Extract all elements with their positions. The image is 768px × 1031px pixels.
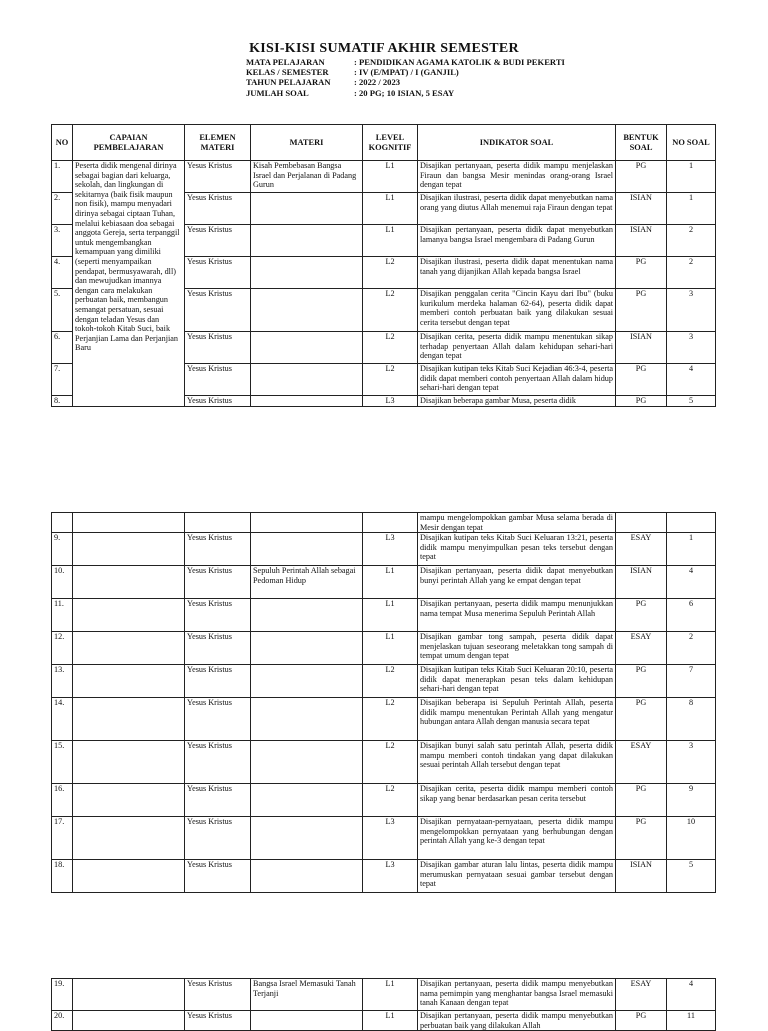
- indikator-soal: Disajikan cerita, peserta didik mampu memberi contoh sikap yang benar berdasarkan pesan cerita tersebut: [418, 784, 616, 817]
- level-kognitif: L1: [363, 599, 418, 632]
- materi: [251, 741, 363, 784]
- bentuk-soal: ISIAN: [616, 566, 667, 599]
- level-kognitif: L3: [363, 860, 418, 893]
- table-row: [52, 533, 716, 566]
- level-kognitif: L2: [363, 289, 418, 332]
- materi: [251, 665, 363, 698]
- level-kognitif: L3: [363, 817, 418, 860]
- elemen-materi: Yesus Kristus: [185, 860, 251, 893]
- info-key: KELAS / SEMESTER: [246, 67, 329, 78]
- table-row: [52, 860, 716, 893]
- table-row: [52, 817, 716, 860]
- header-indikator: INDIKATOR SOAL: [418, 125, 616, 161]
- indikator-soal: Disajikan pertanyaan, peserta didik dapat menyebutkan lamanya bangsa Israel mengembara di Padang Gurun: [418, 225, 616, 257]
- no-soal: 1: [667, 161, 716, 193]
- level-kognitif: L1: [363, 225, 418, 257]
- header-level: LEVEL KOGNITIF: [363, 125, 418, 161]
- capaian-cell: [73, 979, 185, 1011]
- elemen-materi: Yesus Kristus: [185, 1011, 251, 1031]
- no-soal: 9: [667, 784, 716, 817]
- table-row: [52, 665, 716, 698]
- capaian-cell: [73, 599, 185, 632]
- elemen-materi: Yesus Kristus: [185, 979, 251, 1011]
- info-key: TAHUN PELAJARAN: [246, 77, 331, 88]
- materi: Kisah Pembebasan Bangsa Israel dan Perjalanan di Padang Gurun: [251, 161, 363, 193]
- level-kognitif: L2: [363, 698, 418, 741]
- row-number: 14.: [52, 698, 73, 741]
- kisi-table-2: [51, 512, 716, 893]
- no-soal: 1: [667, 193, 716, 225]
- table-row: [52, 566, 716, 599]
- row-number: [52, 513, 73, 533]
- bentuk-soal: ESAY: [616, 632, 667, 665]
- indikator-soal: mampu mengelompokkan gambar Musa selama berada di Mesir dengan tepat: [418, 513, 616, 533]
- header-materi: MATERI: [251, 125, 363, 161]
- materi: Bangsa Israel Memasuki Tanah Terjanji: [251, 979, 363, 1011]
- indikator-soal: Disajikan kutipan teks Kitab Suci Kejadian 46:3-4, peserta didik dapat memberi contoh penyertaan Allah dalam hidup sehari-hari dengan tepat: [418, 364, 616, 396]
- indikator-soal: Disajikan ilustrasi, peserta didik dapat menentukan nama tanah yang dijanjikan Allah kepada bangsa Israel: [418, 257, 616, 289]
- level-kognitif: L1: [363, 979, 418, 1011]
- header-nosoal: NO SOAL: [667, 125, 716, 161]
- elemen-materi: Yesus Kristus: [185, 698, 251, 741]
- indikator-soal: Disajikan kutipan teks Kitab Suci Keluaran 20:10, peserta didik dapat menerapkan pesan teks dalam kehidupan sehari-hari dengan tepat: [418, 665, 616, 698]
- capaian-cell: [73, 665, 185, 698]
- row-number: 2.: [52, 193, 73, 225]
- level-kognitif: L2: [363, 364, 418, 396]
- indikator-soal: Disajikan pertanyaan, peserta didik dapat menyebutkan bunyi perintah Allah yang ke empat dengan tepat: [418, 566, 616, 599]
- info-row: [246, 77, 565, 87]
- document-info: [246, 57, 565, 98]
- capaian-cell: [73, 698, 185, 741]
- table-row: [52, 741, 716, 784]
- row-number: 5.: [52, 289, 73, 332]
- materi: [251, 193, 363, 225]
- elemen-materi: [185, 513, 251, 533]
- row-number: 20.: [52, 1011, 73, 1031]
- row-number: 11.: [52, 599, 73, 632]
- no-soal: 7: [667, 665, 716, 698]
- elemen-materi: Yesus Kristus: [185, 599, 251, 632]
- info-value: : PENDIDIKAN AGAMA KATOLIK & BUDI PEKERTI: [354, 57, 565, 67]
- table-row: [52, 784, 716, 817]
- header-capaian: CAPAIAN PEMBELAJARAN: [73, 125, 185, 161]
- table-row: [52, 599, 716, 632]
- row-number: 1.: [52, 161, 73, 193]
- no-soal: 2: [667, 632, 716, 665]
- bentuk-soal: ISIAN: [616, 193, 667, 225]
- level-kognitif: L1: [363, 161, 418, 193]
- level-kognitif: L1: [363, 632, 418, 665]
- capaian-cell: [73, 784, 185, 817]
- elemen-materi: Yesus Kristus: [185, 665, 251, 698]
- materi: [251, 533, 363, 566]
- indikator-soal: Disajikan gambar tong sampah, peserta didik dapat menjelaskan tujuan seseorang meletakkan tong sampah di tempat umum dengan tepat: [418, 632, 616, 665]
- capaian-cell: [73, 1011, 185, 1031]
- level-kognitif: L1: [363, 1011, 418, 1031]
- no-soal: 10: [667, 817, 716, 860]
- capaian-cell: [73, 632, 185, 665]
- row-number: 8.: [52, 396, 73, 407]
- bentuk-soal: ESAY: [616, 533, 667, 566]
- table-row: [52, 1011, 716, 1031]
- header-elemen: ELEMEN MATERI: [185, 125, 251, 161]
- capaian-cell: [73, 566, 185, 599]
- document-title: KISI-KISI SUMATIF AKHIR SEMESTER: [249, 41, 519, 56]
- materi: [251, 632, 363, 665]
- level-kognitif: L1: [363, 566, 418, 599]
- elemen-materi: Yesus Kristus: [185, 533, 251, 566]
- info-row: [246, 88, 565, 98]
- indikator-soal: Disajikan pernyataan-pernyataan, peserta didik mampu mengelompokkan pernyataan yang berhubungan dengan perintah Allah yang ke-3 dengan tepat: [418, 817, 616, 860]
- row-number: 3.: [52, 225, 73, 257]
- elemen-materi: Yesus Kristus: [185, 289, 251, 332]
- materi: [251, 817, 363, 860]
- materi: [251, 1011, 363, 1031]
- info-key: JUMLAH SOAL: [246, 87, 309, 98]
- bentuk-soal: PG: [616, 698, 667, 741]
- materi: [251, 784, 363, 817]
- elemen-materi: Yesus Kristus: [185, 161, 251, 193]
- bentuk-soal: ISIAN: [616, 860, 667, 893]
- materi: [251, 364, 363, 396]
- header-bentuk: BENTUK SOAL: [616, 125, 667, 161]
- row-number: 16.: [52, 784, 73, 817]
- no-soal: 4: [667, 979, 716, 1011]
- bentuk-soal: PG: [616, 599, 667, 632]
- materi: [251, 513, 363, 533]
- kisi-table-3: [51, 978, 716, 1031]
- no-soal: 8: [667, 698, 716, 741]
- kisi-table-1: [51, 124, 716, 407]
- table-row: [52, 632, 716, 665]
- bentuk-soal: PG: [616, 289, 667, 332]
- row-number: 6.: [52, 332, 73, 364]
- elemen-materi: Yesus Kristus: [185, 632, 251, 665]
- row-number: 10.: [52, 566, 73, 599]
- elemen-materi: Yesus Kristus: [185, 741, 251, 784]
- elemen-materi: Yesus Kristus: [185, 817, 251, 860]
- materi: [251, 599, 363, 632]
- bentuk-soal: PG: [616, 396, 667, 407]
- level-kognitif: L3: [363, 396, 418, 407]
- header-no: NO: [52, 125, 73, 161]
- info-value: : 2022 / 2023: [354, 77, 401, 88]
- bentuk-soal: PG: [616, 364, 667, 396]
- no-soal: 4: [667, 364, 716, 396]
- materi: [251, 225, 363, 257]
- row-number: 12.: [52, 632, 73, 665]
- capaian-cell: [73, 860, 185, 893]
- capaian-cell: [73, 513, 185, 533]
- no-soal: 5: [667, 860, 716, 893]
- bentuk-soal: ISIAN: [616, 225, 667, 257]
- materi: [251, 289, 363, 332]
- materi: [251, 332, 363, 364]
- level-kognitif: L2: [363, 784, 418, 817]
- indikator-soal: Disajikan gambar aturan lalu lintas, peserta didik mampu merumuskan pernyataan sesuai gambar tersebut dengan tepat: [418, 860, 616, 893]
- no-soal: 5: [667, 396, 716, 407]
- capaian-cell: [73, 817, 185, 860]
- row-number: 15.: [52, 741, 73, 784]
- materi: [251, 257, 363, 289]
- info-value: : 20 PG; 10 ISIAN, 5 ESAY: [354, 87, 455, 98]
- info-value: : IV (E/MPAT) / I (GANJIL): [354, 67, 459, 78]
- bentuk-soal: PG: [616, 161, 667, 193]
- info-row: [246, 67, 565, 77]
- row-number: 9.: [52, 533, 73, 566]
- row-number: 13.: [52, 665, 73, 698]
- bentuk-soal: ESAY: [616, 741, 667, 784]
- bentuk-soal: PG: [616, 817, 667, 860]
- no-soal: 6: [667, 599, 716, 632]
- level-kognitif: L3: [363, 533, 418, 566]
- capaian-cell: [73, 741, 185, 784]
- indikator-soal: Disajikan beberapa isi Sepuluh Perintah Allah, peserta didik mampu menentukan Perintah Allah yang mengatur hubungan antara Allah dengan manusia secara tepat: [418, 698, 616, 741]
- no-soal: 1: [667, 533, 716, 566]
- row-number: 7.: [52, 364, 73, 396]
- materi: [251, 860, 363, 893]
- no-soal: 3: [667, 741, 716, 784]
- table-row: [52, 979, 716, 1011]
- bentuk-soal: PG: [616, 1011, 667, 1031]
- materi: [251, 396, 363, 407]
- elemen-materi: Yesus Kristus: [185, 784, 251, 817]
- table-row: [52, 161, 716, 193]
- indikator-soal: Disajikan pertanyaan, peserta didik mampu menyebutkan perbuatan baik yang dilakukan Allah: [418, 1011, 616, 1031]
- elemen-materi: Yesus Kristus: [185, 225, 251, 257]
- bentuk-soal: PG: [616, 257, 667, 289]
- elemen-materi: Yesus Kristus: [185, 193, 251, 225]
- info-row: [246, 57, 565, 67]
- capaian-text: Peserta didik mengenal dirinya sebagai bagian dari keluarga, sekolah, dan lingkungan di sekitarnya (baik fisik maupun non fisik), mampu menyadari dirinya sebagai ciptaan Tuhan, melalui kebiasaan doa sebagai anggota Gereja, serta terpanggil untuk mengembangkan kemampuan yang dimiliki (seperti menyampaikan pendapat, bermusyawarah, dll) dan mewujudkan imannya dengan cara melakukan perbuatan baik, membangun semangat persatuan, sesuai dengan teladan Yesus dan tokoh-tokoh Kitab Suci, baik Perjanjian Lama dan Perjanjian Baru: [75, 161, 180, 353]
- level-kognitif: L2: [363, 741, 418, 784]
- capaian-pembelajaran: [73, 161, 185, 407]
- elemen-materi: Yesus Kristus: [185, 257, 251, 289]
- no-soal: 2: [667, 225, 716, 257]
- materi: [251, 698, 363, 741]
- no-soal: 3: [667, 332, 716, 364]
- indikator-soal: Disajikan ilustrasi, peserta didik dapat menyebutkan nama orang yang diutus Allah menemui raja Firaun dengan tepat: [418, 193, 616, 225]
- row-number: 17.: [52, 817, 73, 860]
- indikator-soal: Disajikan kutipan teks Kitab Suci Keluaran 13:21, peserta didik mampu menyimpulkan pesan teks tersebut dengan tepat: [418, 533, 616, 566]
- no-soal: 3: [667, 289, 716, 332]
- level-kognitif: L2: [363, 332, 418, 364]
- row-number: 19.: [52, 979, 73, 1011]
- row-number: 18.: [52, 860, 73, 893]
- row-number: 4.: [52, 257, 73, 289]
- bentuk-soal: PG: [616, 784, 667, 817]
- bentuk-soal: [616, 513, 667, 533]
- level-kognitif: [363, 513, 418, 533]
- level-kognitif: L1: [363, 193, 418, 225]
- indikator-soal: Disajikan pertanyaan, peserta didik mampu menjelaskan Firaun dan bangsa Mesir menindas orang-orang Israel dengan tepat: [418, 161, 616, 193]
- indikator-soal: Disajikan bunyi salah satu perintah Allah, peserta didik mampu memberi contoh tindakan yang dapat dilakukan sesuai perintah Allah tersebut dengan tepat: [418, 741, 616, 784]
- no-soal: 11: [667, 1011, 716, 1031]
- capaian-cell: [73, 533, 185, 566]
- level-kognitif: L2: [363, 665, 418, 698]
- bentuk-soal: ISIAN: [616, 332, 667, 364]
- table-row: [52, 698, 716, 741]
- elemen-materi: Yesus Kristus: [185, 396, 251, 407]
- indikator-soal: Disajikan cerita, peserta didik mampu menentukan sikap terhadap penyertaan Allah dalam kehidupan sehari-hari dengan tepat: [418, 332, 616, 364]
- info-key: MATA PELAJARAN: [246, 57, 325, 67]
- indikator-soal: Disajikan pertanyaan, peserta didik mampu menunjukkan nama tempat Musa menerima Sepuluh Perintah Allah: [418, 599, 616, 632]
- indikator-soal: Disajikan beberapa gambar Musa, peserta didik: [418, 396, 616, 407]
- table-row: [52, 513, 716, 533]
- elemen-materi: Yesus Kristus: [185, 332, 251, 364]
- materi: Sepuluh Perintah Allah sebagai Pedoman Hidup: [251, 566, 363, 599]
- no-soal: 4: [667, 566, 716, 599]
- level-kognitif: L2: [363, 257, 418, 289]
- no-soal: [667, 513, 716, 533]
- indikator-soal: Disajikan pertanyaan, peserta didik mampu menyebutkan nama pemimpin yang menghantar bangsa Israel memasuki tanah Kanaan dengan tepat: [418, 979, 616, 1011]
- indikator-soal: Disajikan penggalan cerita "Cincin Kayu dari Ibu" (buku kurikulum merdeka halaman 62-64), peserta didik dapat memberi contoh perbuatan baik yang dilakukan sesuai cerita tersebut dengan tepat: [418, 289, 616, 332]
- bentuk-soal: ESAY: [616, 979, 667, 1011]
- elemen-materi: Yesus Kristus: [185, 566, 251, 599]
- bentuk-soal: PG: [616, 665, 667, 698]
- no-soal: 2: [667, 257, 716, 289]
- elemen-materi: Yesus Kristus: [185, 364, 251, 396]
